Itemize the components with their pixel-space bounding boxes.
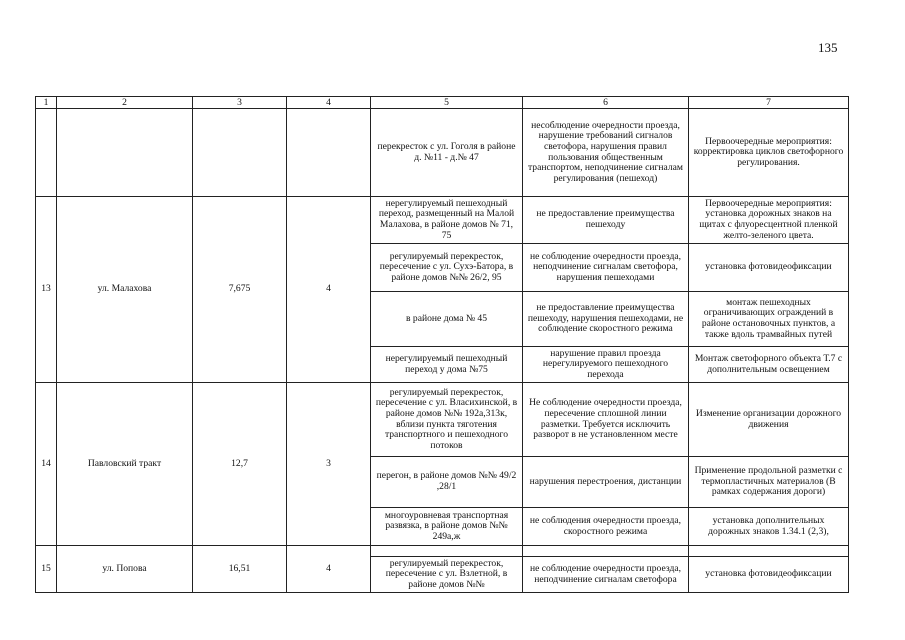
violations-table — [35, 96, 849, 593]
measure-cell: Первоочередные мероприятия: установка дорожных знаков на щитах с флуоресцентной пленкой желто-зеленого цвета. — [689, 197, 849, 244]
measure-cell: установка фотовидеофиксации — [689, 244, 849, 292]
street-cell: Павловский тракт — [57, 383, 193, 546]
violation-cell: не соблюдение очередности проезда, неподчинение сигналам светофора, нарушения пешеходами — [523, 244, 689, 292]
column-header: 4 — [287, 97, 371, 109]
measure-cell: Первоочередные мероприятия: корректировка циклов светофорного регулирования. — [689, 109, 849, 197]
spacer-cell — [371, 546, 523, 557]
violation-cell: не соблюдения очередности проезда, скоростного режима — [523, 508, 689, 546]
column-header: 7 — [689, 97, 849, 109]
location-cell: перекресток с ул. Гоголя в районе д. №11 - д.№ 47 — [371, 109, 523, 197]
column-header: 6 — [523, 97, 689, 109]
table-header-row — [36, 97, 849, 109]
street-cell: ул. Малахова — [57, 197, 193, 383]
spacer-cell — [523, 546, 689, 557]
location-cell: регулируемый перекресток, пересечение с ул. Взлетной, в районе домов №№ — [371, 557, 523, 593]
column-header: 5 — [371, 97, 523, 109]
violation-cell: Не соблюдение очередности проезда, пересечение сплошной линии разметки. Требуется исключить разворот в не установленном месте — [523, 383, 689, 457]
count-cell: 3 — [287, 383, 371, 546]
table-row — [36, 546, 849, 557]
violation-cell: не предоставление преимущества пешеходу, нарушения пешеходами, не соблюдение скоростного режима — [523, 292, 689, 347]
count-cell: 4 — [287, 546, 371, 593]
length-cell: 7,675 — [193, 197, 287, 383]
location-cell: нерегулируемый пешеходный переход у дома №75 — [371, 347, 523, 383]
street-cell — [57, 109, 193, 197]
location-cell: многоуровневая транспортная развязка, в районе домов №№ 249а,ж — [371, 508, 523, 546]
spacer-cell — [689, 546, 849, 557]
measure-cell: Монтаж светофорного объекта Т.7 с дополнительным освещением — [689, 347, 849, 383]
location-cell: регулируемый перекресток, пересечение с ул. Сухэ-Батора, в районе домов №№ 26/2, 95 — [371, 244, 523, 292]
count-cell: 4 — [287, 197, 371, 383]
measure-cell: монтаж пешеходных ограничивающих ограждений в районе остановочных пунктов, а также вдоль трамвайных путей — [689, 292, 849, 347]
measure-cell: Изменение организации дорожного движения — [689, 383, 849, 457]
measure-cell: Применение продольной разметки с термопластичных материалов (В рамках содержания дороги) — [689, 457, 849, 508]
location-cell: в районе дома № 45 — [371, 292, 523, 347]
column-header: 3 — [193, 97, 287, 109]
column-header: 2 — [57, 97, 193, 109]
location-cell: перегон, в районе домов №№ 49/2 ,28/1 — [371, 457, 523, 508]
table-row — [36, 197, 849, 244]
location-cell: регулируемый перекресток, пересечение с ул. Власихинской, в районе домов №№ 192а,313к, вблизи пункта тяготения транспортного и пешеходного потоков — [371, 383, 523, 457]
table-row — [36, 109, 849, 197]
row-number-cell — [36, 109, 57, 197]
violation-cell: нарушения перестроения, дистанции — [523, 457, 689, 508]
violation-cell: не соблюдение очередности проезда, неподчинение сигналам светофора — [523, 557, 689, 593]
page-number: 135 — [818, 40, 838, 55]
row-number-cell: 15 — [36, 546, 57, 593]
count-cell — [287, 109, 371, 197]
table-row — [36, 383, 849, 457]
violation-cell: несоблюдение очередности проезда, нарушение требований сигналов светофора, нарушения правил пользования общественным транспортом, неподчинение сигналам регулирования (пешеход) — [523, 109, 689, 197]
violation-cell: нарушение правил проезда нерегулируемого пешеходного перехода — [523, 347, 689, 383]
length-cell: 16,51 — [193, 546, 287, 593]
measure-cell: установка фотовидеофиксации — [689, 557, 849, 593]
length-cell: 12,7 — [193, 383, 287, 546]
column-header: 1 — [36, 97, 57, 109]
measure-cell: установка дополнительных дорожных знаков 1.34.1 (2,3), — [689, 508, 849, 546]
location-cell: нерегулируемый пешеходный переход, размещенный на Малой Малахова, в районе домов № 71, 75 — [371, 197, 523, 244]
violation-cell: не предоставление преимущества пешеходу — [523, 197, 689, 244]
street-cell: ул. Попова — [57, 546, 193, 593]
length-cell — [193, 109, 287, 197]
row-number-cell: 14 — [36, 383, 57, 546]
row-number-cell: 13 — [36, 197, 57, 383]
